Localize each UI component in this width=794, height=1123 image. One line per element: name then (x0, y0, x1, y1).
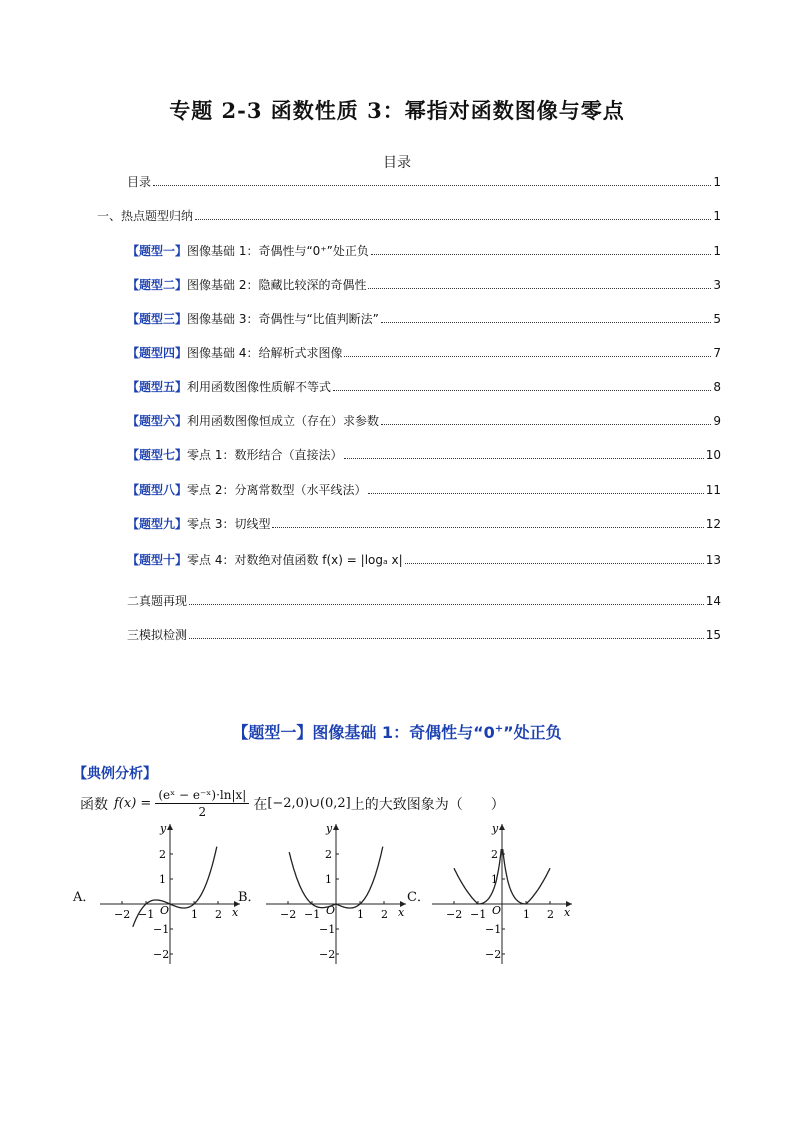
toc-row[interactable] (127, 591, 721, 609)
section-title (0, 720, 794, 743)
toc-leader-dots (333, 390, 711, 391)
toc-row-type: 【题型一】 (127, 244, 188, 258)
toc-row-text: 零点 2：分离常数型（水平线法） (187, 483, 367, 497)
toc-row-label (127, 243, 369, 259)
toc-row-label (127, 552, 403, 568)
toc-row[interactable] (127, 275, 721, 293)
x-tick-label: −1 (138, 908, 155, 921)
x-axis-label: x (232, 906, 239, 919)
option-a-graph[interactable] (94, 818, 244, 968)
toc-row-label (127, 447, 342, 463)
toc-page-number: 8 (713, 380, 721, 394)
toc-row-label (127, 311, 379, 327)
question-stem (80, 788, 505, 819)
origin-label: O (326, 904, 336, 917)
y-tick-label: −1 (153, 923, 170, 936)
x-axis-label: x (564, 906, 571, 919)
toc-row-text: 图像基础 4：给解析式求图像 (187, 346, 343, 360)
question-mid: 在 (253, 796, 268, 813)
y-tick-label: −1 (319, 923, 336, 936)
curve-c-right (503, 849, 550, 904)
x-tick-label: 1 (523, 908, 530, 921)
x-tick-label: −1 (304, 908, 321, 921)
toc-leader-dots (371, 254, 711, 255)
y-axis-label: y (326, 822, 333, 835)
option-b-graph[interactable] (260, 818, 410, 968)
y-tick-label: 1 (325, 873, 332, 886)
y-axis-label: y (492, 822, 499, 835)
toc-row-label (127, 277, 366, 293)
toc-row[interactable] (127, 445, 721, 463)
toc-row-text: 三模拟检测 (127, 628, 188, 642)
toc-leader-dots (195, 219, 711, 220)
formula-denominator: 2 (198, 805, 207, 819)
y-tick-label: 1 (159, 873, 166, 886)
toc-row[interactable] (127, 550, 721, 568)
toc-leader-dots (405, 563, 704, 564)
toc-row-text: 一、热点题型归纳 (97, 209, 194, 223)
option-a-label: A． (73, 890, 96, 905)
toc-leader-dots (272, 527, 703, 528)
y-tick-label: 2 (491, 848, 498, 861)
toc-page-number: 14 (705, 594, 721, 608)
y-tick-label: 2 (159, 848, 166, 861)
toc-page-number: 7 (713, 346, 721, 360)
toc-page-number: 10 (705, 448, 721, 462)
toc-row-type: 【题型七】 (127, 448, 188, 462)
toc-row-text: 二真题再现 (127, 594, 188, 608)
toc-row-type: 【题型三】 (127, 312, 188, 326)
document-title: 专题 2-3 函数性质 3：幂指对函数图像与零点 (169, 98, 625, 123)
toc-page-number: 12 (705, 517, 721, 531)
toc-leader-dots (344, 356, 711, 357)
toc-page-number: 1 (713, 175, 721, 189)
question-lead: 函数 (80, 796, 108, 813)
function-name: f(x) = (114, 796, 152, 811)
x-tick-label: −1 (470, 908, 487, 921)
toc-row[interactable] (127, 343, 721, 361)
toc-row[interactable] (127, 625, 721, 643)
x-tick-label: 2 (547, 908, 554, 921)
toc-row-label (127, 516, 270, 532)
toc-row-label (127, 174, 151, 190)
y-axis-arrow (333, 824, 339, 830)
toc-row-text: 零点 4：对数绝对值函数 f(x) = |logₐ x| (187, 553, 403, 567)
toc-row-text: 零点 1：数形结合（直接法） (187, 448, 343, 462)
toc-row-text: 图像基础 2：隐藏比较深的奇偶性 (187, 278, 367, 292)
example-analysis-label: 【典例分析】 (73, 766, 157, 782)
toc-page-number: 9 (713, 414, 721, 428)
option-c-graph[interactable] (426, 818, 576, 968)
section-title-sup: + (494, 723, 504, 735)
toc-leader-dots (368, 493, 703, 494)
toc-row-label (127, 345, 342, 361)
toc-leader-dots (381, 424, 711, 425)
toc-row-text: 零点 3：切线型 (187, 517, 271, 531)
x-tick-label: −2 (446, 908, 463, 921)
origin-label: O (492, 904, 502, 917)
toc-row-type: 【题型十】 (127, 553, 188, 567)
toc-row[interactable] (127, 241, 721, 259)
toc-row[interactable] (127, 309, 721, 327)
formula-fraction (155, 788, 249, 819)
section-title-prefix: 【题型一】图像基础 1：奇偶性与“0 (232, 723, 495, 742)
toc-row-type: 【题型四】 (127, 346, 188, 360)
y-axis-arrow (167, 824, 173, 830)
toc-row-text: 目录 (127, 175, 152, 189)
y-tick-label: −2 (153, 948, 170, 961)
toc-row-label (127, 627, 187, 643)
y-axis-label: y (160, 822, 167, 835)
option-b-label: B． (238, 890, 261, 905)
question-tail: 上的大致图象为（ ） (350, 796, 505, 813)
domain-interval: [−2,0)∪(0,2] (267, 796, 351, 811)
toc-row-text: 图像基础 3：奇偶性与“比值判断法” (187, 312, 379, 326)
curve-b-right (337, 847, 383, 908)
toc-row[interactable] (127, 172, 721, 190)
toc-row-type: 【题型九】 (127, 517, 188, 531)
toc-row-label (127, 482, 366, 498)
toc-leader-dots (381, 322, 711, 323)
toc-page-number: 11 (705, 483, 721, 497)
section-title-suffix: ”处正负 (503, 723, 562, 742)
origin-label: O (160, 904, 170, 917)
x-tick-label: −2 (114, 908, 131, 921)
x-tick-label: 2 (215, 908, 222, 921)
toc-row-text: 利用函数图像恒成立（存在）求参数 (187, 414, 380, 428)
toc-row-type: 【题型八】 (127, 483, 188, 497)
toc-row-label (127, 413, 379, 429)
toc-page-number: 1 (713, 244, 721, 258)
toc-leader-dots (344, 458, 703, 459)
y-tick-label: 2 (325, 848, 332, 861)
x-tick-label: 1 (191, 908, 198, 921)
toc-page-number: 13 (705, 553, 721, 567)
toc-row-text: 利用函数图像性质解不等式 (187, 380, 332, 394)
toc-row-label (97, 208, 193, 224)
toc-leader-dots (189, 604, 704, 605)
toc-page-number: 1 (713, 209, 721, 223)
toc-row-type: 【题型二】 (127, 278, 188, 292)
toc-heading: 目录 (383, 155, 411, 171)
x-tick-label: −2 (280, 908, 297, 921)
toc-leader-dots (368, 288, 711, 289)
toc-page-number: 3 (713, 278, 721, 292)
toc-row[interactable] (127, 514, 721, 532)
y-tick-label: −2 (319, 948, 336, 961)
y-tick-label: −1 (485, 923, 502, 936)
toc-row-type: 【题型六】 (127, 414, 188, 428)
y-tick-label: −2 (485, 948, 502, 961)
option-c-label: C． (407, 890, 430, 905)
toc-row-type: 【题型五】 (127, 380, 188, 394)
toc-page-number: 15 (705, 628, 721, 642)
y-tick-label: 1 (491, 873, 498, 886)
formula-numerator: (eˣ − e⁻ˣ)·ln|x| (155, 788, 249, 804)
toc-row[interactable] (127, 377, 721, 395)
toc-leader-dots (153, 185, 711, 186)
y-axis-arrow (499, 824, 505, 830)
toc-row-label (127, 593, 187, 609)
toc-row[interactable] (97, 206, 721, 224)
x-tick-label: 1 (357, 908, 364, 921)
x-axis-label: x (398, 906, 405, 919)
toc-row[interactable] (127, 411, 721, 429)
toc-row-label (127, 379, 331, 395)
toc-page-number: 5 (713, 312, 721, 326)
toc-leader-dots (189, 638, 704, 639)
toc-row-text: 图像基础 1：奇偶性与“0⁺”处正负 (187, 244, 369, 258)
toc-row[interactable] (127, 480, 721, 498)
x-tick-label: 2 (381, 908, 388, 921)
